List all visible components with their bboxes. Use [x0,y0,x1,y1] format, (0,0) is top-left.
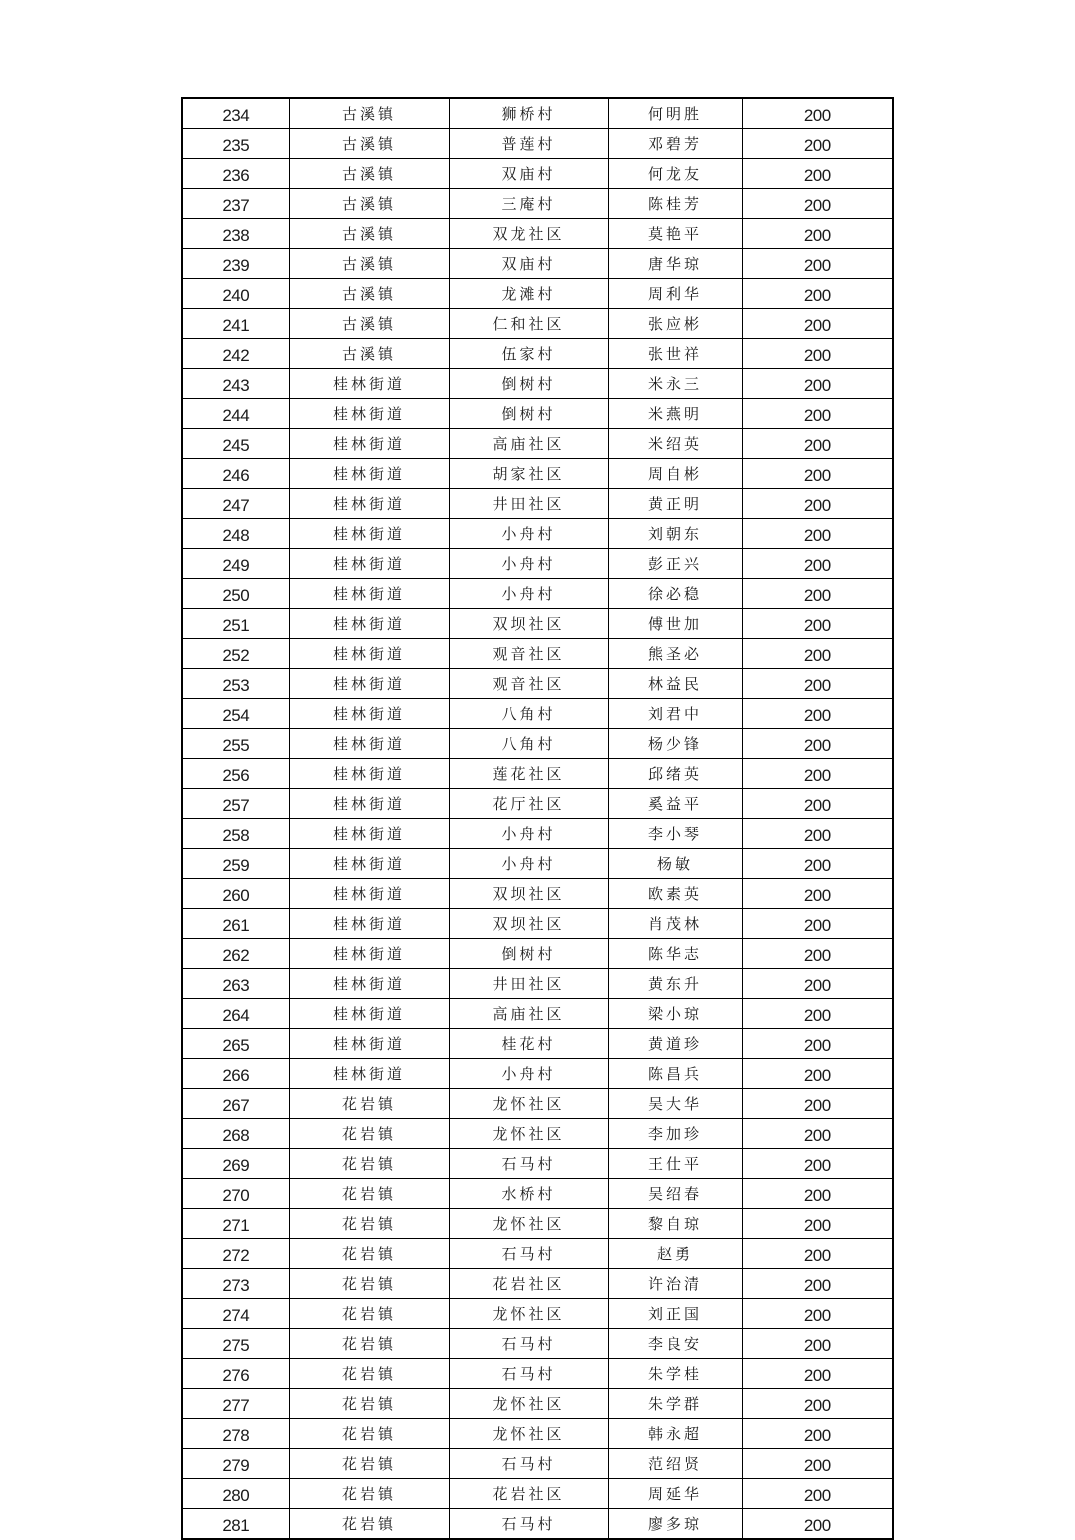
person-name-cell: 吴大华 [608,1089,742,1119]
serial-number-cell: 234 [182,98,289,129]
township-cell: 桂林街道 [289,489,449,519]
village-cell: 水桥村 [449,1179,608,1209]
township-cell: 花岩镇 [289,1239,449,1269]
person-name-cell: 刘正国 [608,1299,742,1329]
person-name-cell: 黄正明 [608,489,742,519]
township-cell: 花岩镇 [289,1089,449,1119]
amount-cell: 200 [742,219,893,249]
township-cell: 桂林街道 [289,1029,449,1059]
serial-number-cell: 240 [182,279,289,309]
person-name-cell: 莫艳平 [608,219,742,249]
table-row [182,939,893,969]
township-cell: 桂林街道 [289,609,449,639]
table-row [182,1359,893,1389]
amount-cell: 200 [742,1059,893,1089]
amount-cell: 200 [742,1149,893,1179]
village-cell: 三庵村 [449,189,608,219]
person-name-cell: 何龙友 [608,159,742,189]
table-row [182,249,893,279]
village-cell: 井田社区 [449,489,608,519]
serial-number-cell: 239 [182,249,289,279]
village-cell: 小舟村 [449,549,608,579]
person-name-cell: 范绍贤 [608,1449,742,1479]
amount-cell: 200 [742,1509,893,1540]
village-cell: 莲花社区 [449,759,608,789]
person-name-cell: 李良安 [608,1329,742,1359]
township-cell: 桂林街道 [289,369,449,399]
person-name-cell: 欧素英 [608,879,742,909]
serial-number-cell: 251 [182,609,289,639]
amount-cell: 200 [742,909,893,939]
serial-number-cell: 248 [182,519,289,549]
township-cell: 桂林街道 [289,699,449,729]
serial-number-cell: 257 [182,789,289,819]
amount-cell: 200 [742,1329,893,1359]
serial-number-cell: 252 [182,639,289,669]
village-cell: 八角村 [449,699,608,729]
table-row [182,639,893,669]
serial-number-cell: 237 [182,189,289,219]
township-cell: 古溪镇 [289,159,449,189]
person-name-cell: 赵勇 [608,1239,742,1269]
village-cell: 花岩社区 [449,1269,608,1299]
serial-number-cell: 243 [182,369,289,399]
village-cell: 倒树村 [449,369,608,399]
township-cell: 桂林街道 [289,669,449,699]
person-name-cell: 杨少锋 [608,729,742,759]
person-name-cell: 米绍英 [608,429,742,459]
person-name-cell: 何明胜 [608,98,742,129]
serial-number-cell: 258 [182,819,289,849]
township-cell: 古溪镇 [289,129,449,159]
table-row [182,1029,893,1059]
roster-table-body [182,98,893,1539]
amount-cell: 200 [742,789,893,819]
person-name-cell: 张世祥 [608,339,742,369]
amount-cell: 200 [742,159,893,189]
township-cell: 桂林街道 [289,969,449,999]
amount-cell: 200 [742,699,893,729]
table-row [182,1239,893,1269]
amount-cell: 200 [742,369,893,399]
township-cell: 桂林街道 [289,399,449,429]
amount-cell: 200 [742,189,893,219]
person-name-cell: 邓碧芳 [608,129,742,159]
township-cell: 古溪镇 [289,219,449,249]
village-cell: 龙滩村 [449,279,608,309]
table-row [182,519,893,549]
village-cell: 小舟村 [449,819,608,849]
amount-cell: 200 [742,849,893,879]
village-cell: 倒树村 [449,399,608,429]
township-cell: 桂林街道 [289,849,449,879]
table-row [182,1179,893,1209]
person-name-cell: 徐必稳 [608,579,742,609]
township-cell: 桂林街道 [289,909,449,939]
table-row [182,219,893,249]
person-name-cell: 邱绪英 [608,759,742,789]
person-name-cell: 刘朝东 [608,519,742,549]
amount-cell: 200 [742,549,893,579]
amount-cell: 200 [742,1299,893,1329]
township-cell: 花岩镇 [289,1179,449,1209]
serial-number-cell: 250 [182,579,289,609]
serial-number-cell: 269 [182,1149,289,1179]
amount-cell: 200 [742,1179,893,1209]
table-row [182,609,893,639]
township-cell: 古溪镇 [289,98,449,129]
table-row [182,1059,893,1089]
amount-cell: 200 [742,999,893,1029]
table-row [182,819,893,849]
amount-cell: 200 [742,819,893,849]
serial-number-cell: 279 [182,1449,289,1479]
serial-number-cell: 273 [182,1269,289,1299]
serial-number-cell: 256 [182,759,289,789]
person-name-cell: 黎自琼 [608,1209,742,1239]
person-name-cell: 傅世加 [608,609,742,639]
amount-cell: 200 [742,1389,893,1419]
table-row [182,1119,893,1149]
table-row [182,1149,893,1179]
village-cell: 石马村 [449,1509,608,1540]
table-row [182,159,893,189]
table-row [182,279,893,309]
person-name-cell: 肖茂林 [608,909,742,939]
amount-cell: 200 [742,609,893,639]
table-row [182,339,893,369]
table-row [182,1449,893,1479]
amount-cell: 200 [742,98,893,129]
township-cell: 花岩镇 [289,1269,449,1299]
amount-cell: 200 [742,1449,893,1479]
person-name-cell: 林益民 [608,669,742,699]
amount-cell: 200 [742,279,893,309]
village-cell: 花岩社区 [449,1479,608,1509]
village-cell: 石马村 [449,1329,608,1359]
serial-number-cell: 265 [182,1029,289,1059]
serial-number-cell: 274 [182,1299,289,1329]
village-cell: 伍家村 [449,339,608,369]
township-cell: 花岩镇 [289,1149,449,1179]
amount-cell: 200 [742,399,893,429]
amount-cell: 200 [742,1089,893,1119]
person-name-cell: 陈华志 [608,939,742,969]
amount-cell: 200 [742,309,893,339]
person-name-cell: 米燕明 [608,399,742,429]
person-name-cell: 刘君中 [608,699,742,729]
township-cell: 桂林街道 [289,999,449,1029]
table-row [182,699,893,729]
township-cell: 桂林街道 [289,879,449,909]
serial-number-cell: 264 [182,999,289,1029]
table-row [182,729,893,759]
serial-number-cell: 259 [182,849,289,879]
amount-cell: 200 [742,1419,893,1449]
township-cell: 桂林街道 [289,639,449,669]
amount-cell: 200 [742,729,893,759]
table-row [182,1329,893,1359]
serial-number-cell: 277 [182,1389,289,1419]
village-cell: 小舟村 [449,849,608,879]
township-cell: 花岩镇 [289,1359,449,1389]
person-name-cell: 周延华 [608,1479,742,1509]
township-cell: 桂林街道 [289,759,449,789]
table-row [182,1509,893,1540]
amount-cell: 200 [742,1359,893,1389]
serial-number-cell: 249 [182,549,289,579]
person-name-cell: 韩永超 [608,1419,742,1449]
amount-cell: 200 [742,639,893,669]
table-row [182,489,893,519]
village-cell: 高庙社区 [449,429,608,459]
township-cell: 花岩镇 [289,1449,449,1479]
person-name-cell: 周利华 [608,279,742,309]
table-row [182,1089,893,1119]
serial-number-cell: 280 [182,1479,289,1509]
village-cell: 双坝社区 [449,609,608,639]
serial-number-cell: 266 [182,1059,289,1089]
township-cell: 桂林街道 [289,549,449,579]
village-cell: 双庙村 [449,159,608,189]
table-row [182,1269,893,1299]
roster-table [181,97,894,1540]
village-cell: 石马村 [449,1149,608,1179]
table-row [182,1299,893,1329]
serial-number-cell: 268 [182,1119,289,1149]
amount-cell: 200 [742,939,893,969]
village-cell: 桂花村 [449,1029,608,1059]
township-cell: 古溪镇 [289,339,449,369]
amount-cell: 200 [742,1269,893,1299]
person-name-cell: 吴绍春 [608,1179,742,1209]
table-row [182,369,893,399]
township-cell: 桂林街道 [289,519,449,549]
village-cell: 双庙村 [449,249,608,279]
village-cell: 龙怀社区 [449,1119,608,1149]
township-cell: 桂林街道 [289,789,449,819]
township-cell: 桂林街道 [289,579,449,609]
amount-cell: 200 [742,1209,893,1239]
person-name-cell: 熊圣必 [608,639,742,669]
village-cell: 龙怀社区 [449,1089,608,1119]
village-cell: 倒树村 [449,939,608,969]
table-row [182,879,893,909]
person-name-cell: 廖多琼 [608,1509,742,1540]
person-name-cell: 陈桂芳 [608,189,742,219]
serial-number-cell: 267 [182,1089,289,1119]
serial-number-cell: 260 [182,879,289,909]
person-name-cell: 张应彬 [608,309,742,339]
person-name-cell: 梁小琼 [608,999,742,1029]
table-row [182,129,893,159]
table-row [182,189,893,219]
amount-cell: 200 [742,519,893,549]
table-row [182,909,893,939]
village-cell: 龙怀社区 [449,1419,608,1449]
township-cell: 古溪镇 [289,279,449,309]
amount-cell: 200 [742,249,893,279]
township-cell: 花岩镇 [289,1419,449,1449]
amount-cell: 200 [742,459,893,489]
township-cell: 桂林街道 [289,729,449,759]
serial-number-cell: 261 [182,909,289,939]
person-name-cell: 彭正兴 [608,549,742,579]
amount-cell: 200 [742,669,893,699]
serial-number-cell: 245 [182,429,289,459]
amount-cell: 200 [742,579,893,609]
serial-number-cell: 263 [182,969,289,999]
township-cell: 花岩镇 [289,1299,449,1329]
serial-number-cell: 276 [182,1359,289,1389]
table-row [182,549,893,579]
person-name-cell: 李小琴 [608,819,742,849]
village-cell: 狮桥村 [449,98,608,129]
township-cell: 花岩镇 [289,1329,449,1359]
table-row [182,789,893,819]
table-row [182,1419,893,1449]
amount-cell: 200 [742,1479,893,1509]
table-row [182,1389,893,1419]
village-cell: 仁和社区 [449,309,608,339]
serial-number-cell: 246 [182,459,289,489]
village-cell: 双坝社区 [449,879,608,909]
person-name-cell: 黄道珍 [608,1029,742,1059]
village-cell: 井田社区 [449,969,608,999]
serial-number-cell: 275 [182,1329,289,1359]
township-cell: 花岩镇 [289,1479,449,1509]
village-cell: 龙怀社区 [449,1299,608,1329]
village-cell: 观音社区 [449,669,608,699]
village-cell: 石马村 [449,1449,608,1479]
village-cell: 龙怀社区 [449,1389,608,1419]
table-row [182,759,893,789]
table-row [182,399,893,429]
table-row [182,429,893,459]
person-name-cell: 李加珍 [608,1119,742,1149]
person-name-cell: 周自彬 [608,459,742,489]
township-cell: 花岩镇 [289,1209,449,1239]
village-cell: 小舟村 [449,1059,608,1089]
table-row [182,1209,893,1239]
amount-cell: 200 [742,339,893,369]
table-row [182,669,893,699]
serial-number-cell: 242 [182,339,289,369]
table-row [182,1479,893,1509]
amount-cell: 200 [742,879,893,909]
township-cell: 桂林街道 [289,459,449,489]
table-row [182,309,893,339]
township-cell: 桂林街道 [289,1059,449,1089]
serial-number-cell: 255 [182,729,289,759]
township-cell: 花岩镇 [289,1389,449,1419]
serial-number-cell: 272 [182,1239,289,1269]
village-cell: 普莲村 [449,129,608,159]
person-name-cell: 朱学桂 [608,1359,742,1389]
amount-cell: 200 [742,489,893,519]
serial-number-cell: 253 [182,669,289,699]
village-cell: 高庙社区 [449,999,608,1029]
village-cell: 八角村 [449,729,608,759]
person-name-cell: 许治清 [608,1269,742,1299]
table-row [182,849,893,879]
village-cell: 小舟村 [449,519,608,549]
serial-number-cell: 235 [182,129,289,159]
serial-number-cell: 262 [182,939,289,969]
serial-number-cell: 281 [182,1509,289,1540]
serial-number-cell: 241 [182,309,289,339]
township-cell: 桂林街道 [289,429,449,459]
amount-cell: 200 [742,429,893,459]
serial-number-cell: 247 [182,489,289,519]
township-cell: 桂林街道 [289,939,449,969]
village-cell: 花厅社区 [449,789,608,819]
table-row [182,459,893,489]
person-name-cell: 黄东升 [608,969,742,999]
village-cell: 小舟村 [449,579,608,609]
serial-number-cell: 236 [182,159,289,189]
village-cell: 胡家社区 [449,459,608,489]
serial-number-cell: 254 [182,699,289,729]
person-name-cell: 杨敏 [608,849,742,879]
township-cell: 古溪镇 [289,189,449,219]
amount-cell: 200 [742,969,893,999]
township-cell: 花岩镇 [289,1119,449,1149]
village-cell: 双坝社区 [449,909,608,939]
person-name-cell: 唐华琼 [608,249,742,279]
table-row [182,579,893,609]
village-cell: 石马村 [449,1239,608,1269]
table-row [182,969,893,999]
village-cell: 龙怀社区 [449,1209,608,1239]
village-cell: 石马村 [449,1359,608,1389]
township-cell: 古溪镇 [289,309,449,339]
serial-number-cell: 244 [182,399,289,429]
township-cell: 古溪镇 [289,249,449,279]
village-cell: 观音社区 [449,639,608,669]
serial-number-cell: 238 [182,219,289,249]
amount-cell: 200 [742,1119,893,1149]
table-row [182,98,893,129]
person-name-cell: 奚益平 [608,789,742,819]
serial-number-cell: 271 [182,1209,289,1239]
amount-cell: 200 [742,1029,893,1059]
amount-cell: 200 [742,129,893,159]
table-row [182,999,893,1029]
amount-cell: 200 [742,759,893,789]
person-name-cell: 米永三 [608,369,742,399]
amount-cell: 200 [742,1239,893,1269]
township-cell: 桂林街道 [289,819,449,849]
serial-number-cell: 270 [182,1179,289,1209]
township-cell: 花岩镇 [289,1509,449,1540]
person-name-cell: 朱学群 [608,1389,742,1419]
person-name-cell: 陈昌兵 [608,1059,742,1089]
village-cell: 双龙社区 [449,219,608,249]
serial-number-cell: 278 [182,1419,289,1449]
person-name-cell: 王仕平 [608,1149,742,1179]
